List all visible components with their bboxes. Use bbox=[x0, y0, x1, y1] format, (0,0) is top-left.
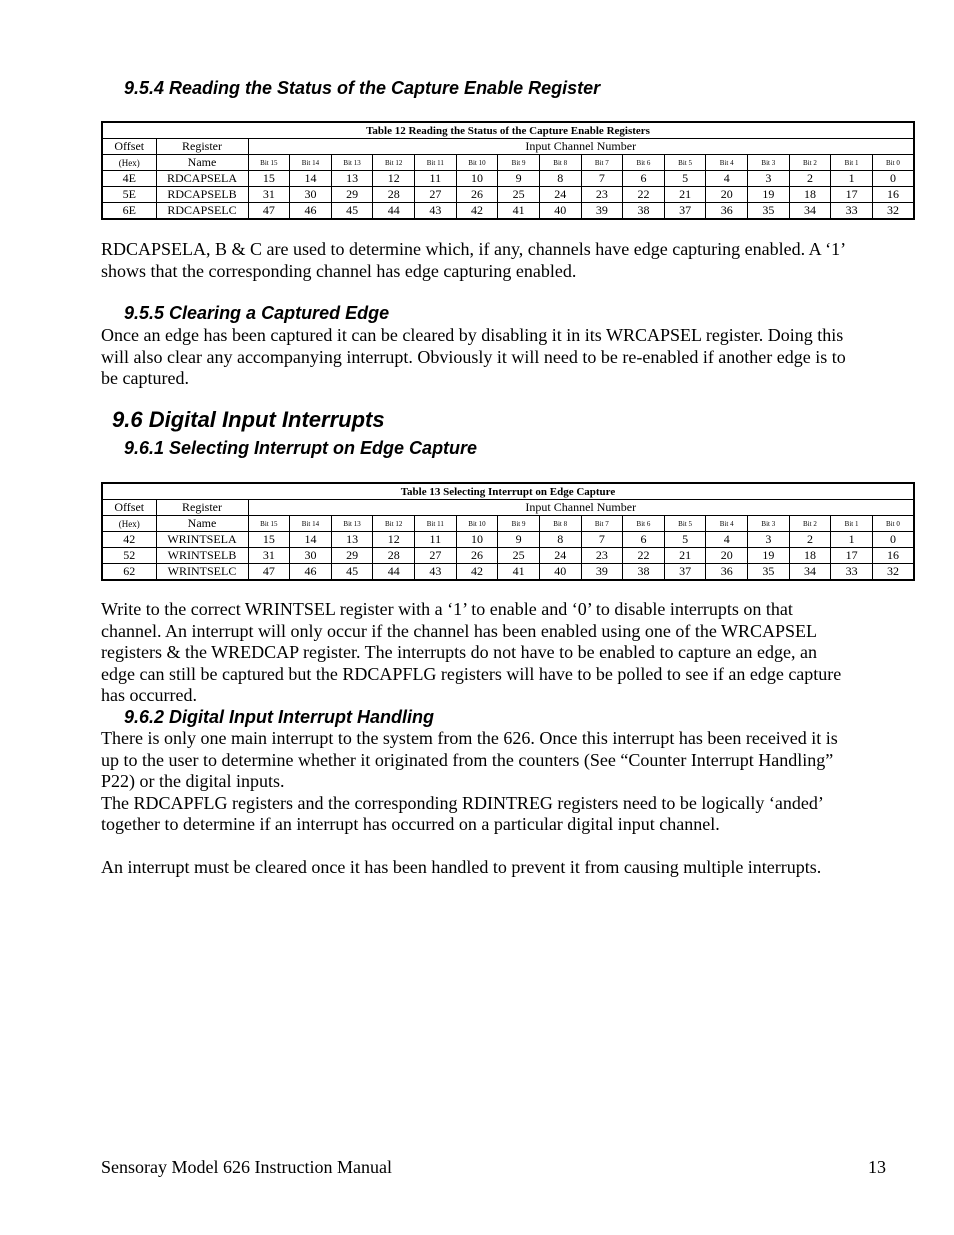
input-channel-header: Input Channel Number bbox=[248, 139, 914, 155]
channel-cell: 2 bbox=[789, 532, 831, 548]
paragraph-interrupt-handling bbox=[101, 728, 891, 836]
offset-cell: 62 bbox=[102, 564, 156, 581]
text-line: The RDCAPFLG registers and the corresponding RDINTREG registers need to be logically ‘anded’ bbox=[101, 792, 824, 813]
channel-cell: 30 bbox=[290, 548, 332, 564]
text-line: edge can still be captured but the RDCAPFLG registers will have to be polled to see if an edge capture bbox=[101, 663, 842, 684]
table-row bbox=[102, 171, 914, 187]
channel-cell: 34 bbox=[789, 564, 831, 581]
bit-header: Bit 4 bbox=[706, 516, 748, 532]
channel-cell: 18 bbox=[789, 548, 831, 564]
channel-cell: 9 bbox=[498, 171, 540, 187]
channel-cell: 47 bbox=[248, 564, 290, 581]
offset-cell: 6E bbox=[102, 203, 156, 220]
name-header: Name bbox=[156, 516, 248, 532]
channel-cell: 34 bbox=[789, 203, 831, 220]
channel-cell: 12 bbox=[373, 171, 415, 187]
channel-cell: 13 bbox=[331, 171, 373, 187]
channel-cell: 9 bbox=[498, 532, 540, 548]
channel-cell: 42 bbox=[456, 564, 498, 581]
channel-cell: 43 bbox=[415, 203, 457, 220]
offset-cell: 4E bbox=[102, 171, 156, 187]
channel-cell: 30 bbox=[290, 187, 332, 203]
text-line: RDCAPSELA, B & C are used to determine which, if any, channels have edge capturing enabled. A ‘1’ bbox=[101, 239, 847, 259]
bit-header: Bit 13 bbox=[331, 516, 373, 532]
paragraph-wrintsel bbox=[101, 599, 891, 707]
channel-cell: 24 bbox=[539, 548, 581, 564]
channel-cell: 45 bbox=[331, 203, 373, 220]
channel-cell: 2 bbox=[789, 171, 831, 187]
text-line: together to determine if an interrupt has occurred on a particular digital input channel. bbox=[101, 814, 720, 835]
channel-cell: 22 bbox=[623, 187, 665, 203]
channel-cell: 38 bbox=[623, 564, 665, 581]
channel-cell: 10 bbox=[456, 171, 498, 187]
channel-cell: 4 bbox=[706, 532, 748, 548]
channel-cell: 26 bbox=[456, 548, 498, 564]
channel-cell: 33 bbox=[831, 564, 873, 581]
channel-cell: 5 bbox=[664, 532, 706, 548]
channel-cell: 18 bbox=[789, 187, 831, 203]
heading-9-6: 9.6 Digital Input Interrupts bbox=[112, 407, 385, 432]
register-header: Register bbox=[156, 500, 248, 516]
channel-cell: 8 bbox=[539, 532, 581, 548]
channel-cell: 37 bbox=[664, 564, 706, 581]
channel-cell: 44 bbox=[373, 564, 415, 581]
channel-cell: 35 bbox=[748, 564, 790, 581]
channel-cell: 44 bbox=[373, 203, 415, 220]
bit-header: Bit 11 bbox=[415, 155, 457, 171]
channel-cell: 38 bbox=[623, 203, 665, 220]
channel-cell: 40 bbox=[539, 203, 581, 220]
channel-cell: 31 bbox=[248, 187, 290, 203]
register-name-cell: RDCAPSELC bbox=[156, 203, 248, 220]
channel-cell: 25 bbox=[498, 187, 540, 203]
channel-cell: 47 bbox=[248, 203, 290, 220]
heading-9-6-1: 9.6.1 Selecting Interrupt on Edge Capture bbox=[124, 438, 478, 458]
channel-cell: 15 bbox=[248, 532, 290, 548]
channel-cell: 6 bbox=[623, 171, 665, 187]
bit-header: Bit 2 bbox=[789, 516, 831, 532]
text-line: be captured. bbox=[101, 368, 189, 389]
register-name-cell: WRINTSELB bbox=[156, 548, 248, 564]
text-line: will also clear any accompanying interrupt. Obviously it will need to be re-enabled if another edge is to bbox=[101, 346, 846, 367]
bit-header: Bit 14 bbox=[290, 516, 332, 532]
bit-header: Bit 4 bbox=[706, 155, 748, 171]
bit-header: Bit 0 bbox=[872, 155, 914, 171]
heading-9-5-4: 9.5.4 Reading the Status of the Capture Enable Register bbox=[124, 78, 601, 98]
channel-cell: 7 bbox=[581, 171, 623, 187]
bit-header: Bit 15 bbox=[248, 516, 290, 532]
offset-cell: 52 bbox=[102, 548, 156, 564]
text-line: Write to the correct WRINTSEL register with a ‘1’ to enable and ‘0’ to disable interrupts on that bbox=[101, 599, 793, 619]
channel-cell: 6 bbox=[623, 532, 665, 548]
bit-header: Bit 10 bbox=[456, 516, 498, 532]
register-header: Register bbox=[156, 139, 248, 155]
channel-cell: 21 bbox=[664, 187, 706, 203]
channel-cell: 46 bbox=[290, 203, 332, 220]
table-13-interrupt-select bbox=[101, 482, 915, 581]
channel-cell: 23 bbox=[581, 548, 623, 564]
table-title: Table 12 Reading the Status of the Capture Enable Registers bbox=[102, 122, 914, 139]
channel-cell: 12 bbox=[373, 532, 415, 548]
channel-cell: 23 bbox=[581, 187, 623, 203]
channel-cell: 21 bbox=[664, 548, 706, 564]
bit-header: Bit 1 bbox=[831, 155, 873, 171]
bit-header: Bit 13 bbox=[331, 155, 373, 171]
paragraph-clearing-edge bbox=[101, 325, 891, 390]
channel-cell: 20 bbox=[706, 187, 748, 203]
text-line: shows that the corresponding channel has edge capturing enabled. bbox=[101, 260, 577, 281]
channel-cell: 19 bbox=[748, 187, 790, 203]
channel-cell: 25 bbox=[498, 548, 540, 564]
channel-cell: 32 bbox=[872, 203, 914, 220]
register-name-cell: WRINTSELA bbox=[156, 532, 248, 548]
bit-header: Bit 9 bbox=[498, 516, 540, 532]
offset-cell: 5E bbox=[102, 187, 156, 203]
bit-header: Bit 3 bbox=[748, 155, 790, 171]
channel-cell: 14 bbox=[290, 171, 332, 187]
channel-cell: 22 bbox=[623, 548, 665, 564]
channel-cell: 36 bbox=[706, 203, 748, 220]
channel-cell: 4 bbox=[706, 171, 748, 187]
offset-header: Offset bbox=[102, 500, 156, 516]
channel-cell: 11 bbox=[415, 171, 457, 187]
paragraph-clear-interrupt bbox=[101, 857, 891, 879]
channel-cell: 0 bbox=[872, 171, 914, 187]
name-header: Name bbox=[156, 155, 248, 171]
channel-cell: 42 bbox=[456, 203, 498, 220]
paragraph-rdcapsel bbox=[101, 239, 891, 282]
table-row bbox=[102, 187, 914, 203]
bit-header: Bit 7 bbox=[581, 155, 623, 171]
channel-cell: 40 bbox=[539, 564, 581, 581]
bit-header: Bit 2 bbox=[789, 155, 831, 171]
text-line: Once an edge has been captured it can be cleared by disabling it in its WRCAPSEL register. Doing this bbox=[101, 325, 844, 345]
channel-cell: 5 bbox=[664, 171, 706, 187]
hex-header: (Hex) bbox=[102, 516, 156, 532]
channel-cell: 14 bbox=[290, 532, 332, 548]
text-line: registers & the WREDCAP register. The interrupts do not have to be enabled to capture an edge, an bbox=[101, 642, 817, 663]
channel-cell: 24 bbox=[539, 187, 581, 203]
bit-header: Bit 6 bbox=[623, 516, 665, 532]
channel-cell: 45 bbox=[331, 564, 373, 581]
channel-cell: 43 bbox=[415, 564, 457, 581]
text-line: channel. An interrupt will only occur if the channel has been enabled using one of the WRCAPSEL bbox=[101, 620, 817, 641]
bit-header: Bit 10 bbox=[456, 155, 498, 171]
table-row bbox=[102, 548, 914, 564]
table-row bbox=[102, 564, 914, 581]
channel-cell: 13 bbox=[331, 532, 373, 548]
bit-header: Bit 12 bbox=[373, 516, 415, 532]
bit-header: Bit 5 bbox=[664, 516, 706, 532]
channel-cell: 35 bbox=[748, 203, 790, 220]
channel-cell: 10 bbox=[456, 532, 498, 548]
footer-page-number: 13 bbox=[868, 1157, 886, 1177]
input-channel-header: Input Channel Number bbox=[248, 500, 914, 516]
table-row bbox=[102, 203, 914, 220]
bit-header: Bit 3 bbox=[748, 516, 790, 532]
heading-9-5-5: 9.5.5 Clearing a Captured Edge bbox=[124, 303, 390, 323]
bit-header: Bit 12 bbox=[373, 155, 415, 171]
channel-cell: 3 bbox=[748, 532, 790, 548]
channel-cell: 26 bbox=[456, 187, 498, 203]
channel-cell: 19 bbox=[748, 548, 790, 564]
channel-cell: 3 bbox=[748, 171, 790, 187]
channel-cell: 29 bbox=[331, 187, 373, 203]
channel-cell: 33 bbox=[831, 203, 873, 220]
text-line: There is only one main interrupt to the system from the 626. Once this interrupt has been received it is bbox=[101, 728, 838, 748]
register-name-cell: RDCAPSELA bbox=[156, 171, 248, 187]
bit-header: Bit 8 bbox=[539, 516, 581, 532]
text-line: has occurred. bbox=[101, 685, 197, 706]
offset-cell: 42 bbox=[102, 532, 156, 548]
channel-cell: 7 bbox=[581, 532, 623, 548]
table-12-capture-enable-status bbox=[101, 121, 915, 220]
channel-cell: 28 bbox=[373, 548, 415, 564]
channel-cell: 27 bbox=[415, 187, 457, 203]
channel-cell: 8 bbox=[539, 171, 581, 187]
channel-cell: 17 bbox=[831, 187, 873, 203]
bit-header: Bit 5 bbox=[664, 155, 706, 171]
bit-header: Bit 6 bbox=[623, 155, 665, 171]
channel-cell: 36 bbox=[706, 564, 748, 581]
channel-cell: 1 bbox=[831, 532, 873, 548]
channel-cell: 17 bbox=[831, 548, 873, 564]
channel-cell: 39 bbox=[581, 564, 623, 581]
bit-header: Bit 11 bbox=[415, 516, 457, 532]
text-line: up to the user to determine whether it originated from the counters (See “Counter Interrupt Handling” bbox=[101, 749, 834, 770]
channel-cell: 37 bbox=[664, 203, 706, 220]
channel-cell: 41 bbox=[498, 203, 540, 220]
channel-cell: 39 bbox=[581, 203, 623, 220]
bit-header: Bit 15 bbox=[248, 155, 290, 171]
channel-cell: 16 bbox=[872, 548, 914, 564]
register-name-cell: WRINTSELC bbox=[156, 564, 248, 581]
channel-cell: 28 bbox=[373, 187, 415, 203]
heading-9-6-2: 9.6.2 Digital Input Interrupt Handling bbox=[124, 707, 435, 727]
channel-cell: 15 bbox=[248, 171, 290, 187]
text-line: P22) or the digital inputs. bbox=[101, 771, 285, 792]
channel-cell: 16 bbox=[872, 187, 914, 203]
channel-cell: 46 bbox=[290, 564, 332, 581]
channel-cell: 1 bbox=[831, 171, 873, 187]
bit-header: Bit 9 bbox=[498, 155, 540, 171]
table-row bbox=[102, 532, 914, 548]
bit-header: Bit 14 bbox=[290, 155, 332, 171]
channel-cell: 27 bbox=[415, 548, 457, 564]
bit-header: Bit 1 bbox=[831, 516, 873, 532]
register-name-cell: RDCAPSELB bbox=[156, 187, 248, 203]
channel-cell: 32 bbox=[872, 564, 914, 581]
text-line: An interrupt must be cleared once it has been handled to prevent it from causing multiple interrupts. bbox=[101, 857, 822, 877]
hex-header: (Hex) bbox=[102, 155, 156, 171]
table-title: Table 13 Selecting Interrupt on Edge Capture bbox=[102, 483, 914, 500]
channel-cell: 20 bbox=[706, 548, 748, 564]
bit-header: Bit 8 bbox=[539, 155, 581, 171]
channel-cell: 41 bbox=[498, 564, 540, 581]
channel-cell: 29 bbox=[331, 548, 373, 564]
channel-cell: 31 bbox=[248, 548, 290, 564]
footer-manual-title: Sensoray Model 626 Instruction Manual bbox=[101, 1157, 392, 1177]
channel-cell: 0 bbox=[872, 532, 914, 548]
bit-header: Bit 7 bbox=[581, 516, 623, 532]
channel-cell: 11 bbox=[415, 532, 457, 548]
bit-header: Bit 0 bbox=[872, 516, 914, 532]
offset-header: Offset bbox=[102, 139, 156, 155]
